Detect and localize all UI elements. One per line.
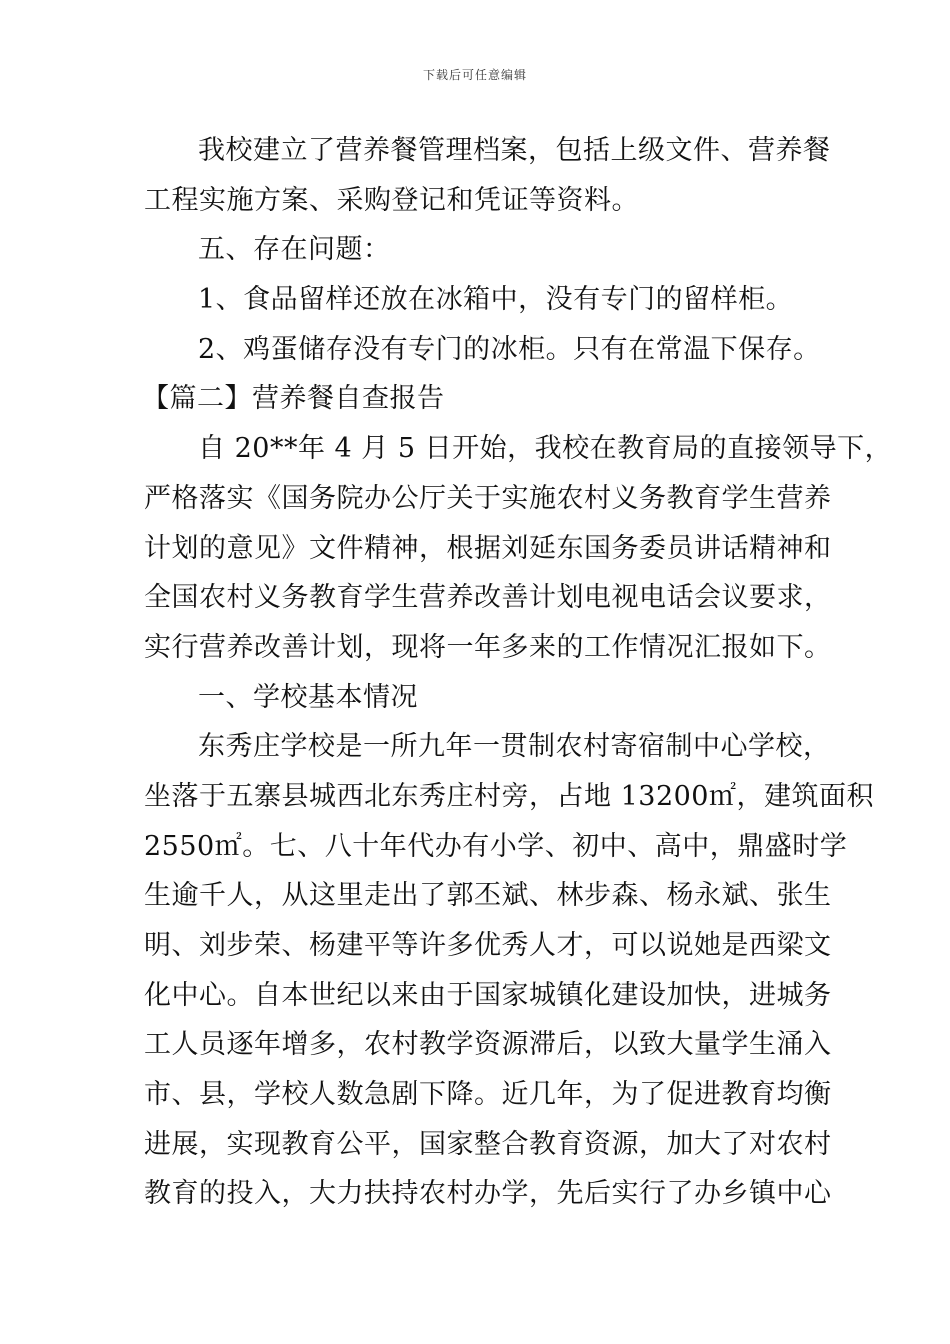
list-item: 2、鸡蛋储存没有专门的冰柜。只有在常温下保存。 [198, 333, 821, 365]
paragraph-line: 明、刘步荣、杨建平等许多优秀人才，可以说她是西梁文 [144, 930, 832, 961]
paragraph-line: 教育的投入，大力扶持农村办学，先后实行了办乡镇中心 [144, 1178, 832, 1210]
paragraph-line: 工程实施方案、采购登记和凭证等资料。 [144, 184, 639, 216]
section-heading: 一、学校基本情况 [198, 681, 418, 713]
section-heading: 五、存在问题： [198, 234, 391, 266]
paragraph-line: 生逾千人，从这里走出了郭丕斌、林步森、杨永斌、张生 [144, 880, 832, 912]
paragraph-line: 我校建立了营养餐管理档案，包括上级文件、营养餐 [198, 135, 831, 166]
paragraph-line: 市、县，学校人数急剧下降。近几年，为了促进教育均衡 [144, 1079, 832, 1111]
list-item: 1、食品留样还放在冰箱中，没有专门的留样柜。 [198, 284, 794, 316]
paragraph-line: 坐落于五寨县城西北东秀庄村旁，占地 13200㎡，建筑面积 [144, 780, 874, 812]
paragraph-line: 进展，实现教育公平，国家整合教育资源，加大了对农村 [144, 1128, 832, 1160]
paragraph-line: 东秀庄学校是一所九年一贯制农村寄宿制中心学校， [198, 731, 831, 763]
paragraph-line: 自 20**年 4 月 5 日开始，我校在教育局的直接领导下， [198, 433, 893, 465]
page-header-note: 下载后可任意编辑 [422, 68, 527, 82]
article-title: 【篇二】营养餐自查报告 [142, 383, 445, 415]
paragraph-line: 2550㎡。七、八十年代办有小学、初中、高中，鼎盛时学 [144, 830, 848, 862]
document-body [142, 126, 893, 1219]
paragraph-line: 工人员逐年增多，农村教学资源滞后，以致大量学生涌入 [144, 1029, 832, 1061]
paragraph-line: 严格落实《国务院办公厅关于实施农村义务教育学生营养 [144, 482, 832, 514]
paragraph-line: 化中心。自本世纪以来由于国家城镇化建设加快，进城务 [144, 979, 832, 1011]
paragraph-line: 计划的意见》文件精神，根据刘延东国务委员讲话精神和 [144, 532, 832, 564]
paragraph-line: 全国农村义务教育学生营养改善计划电视电话会议要求， [144, 582, 832, 614]
paragraph-line: 实行营养改善计划，现将一年多来的工作情况汇报如下。 [144, 631, 832, 663]
